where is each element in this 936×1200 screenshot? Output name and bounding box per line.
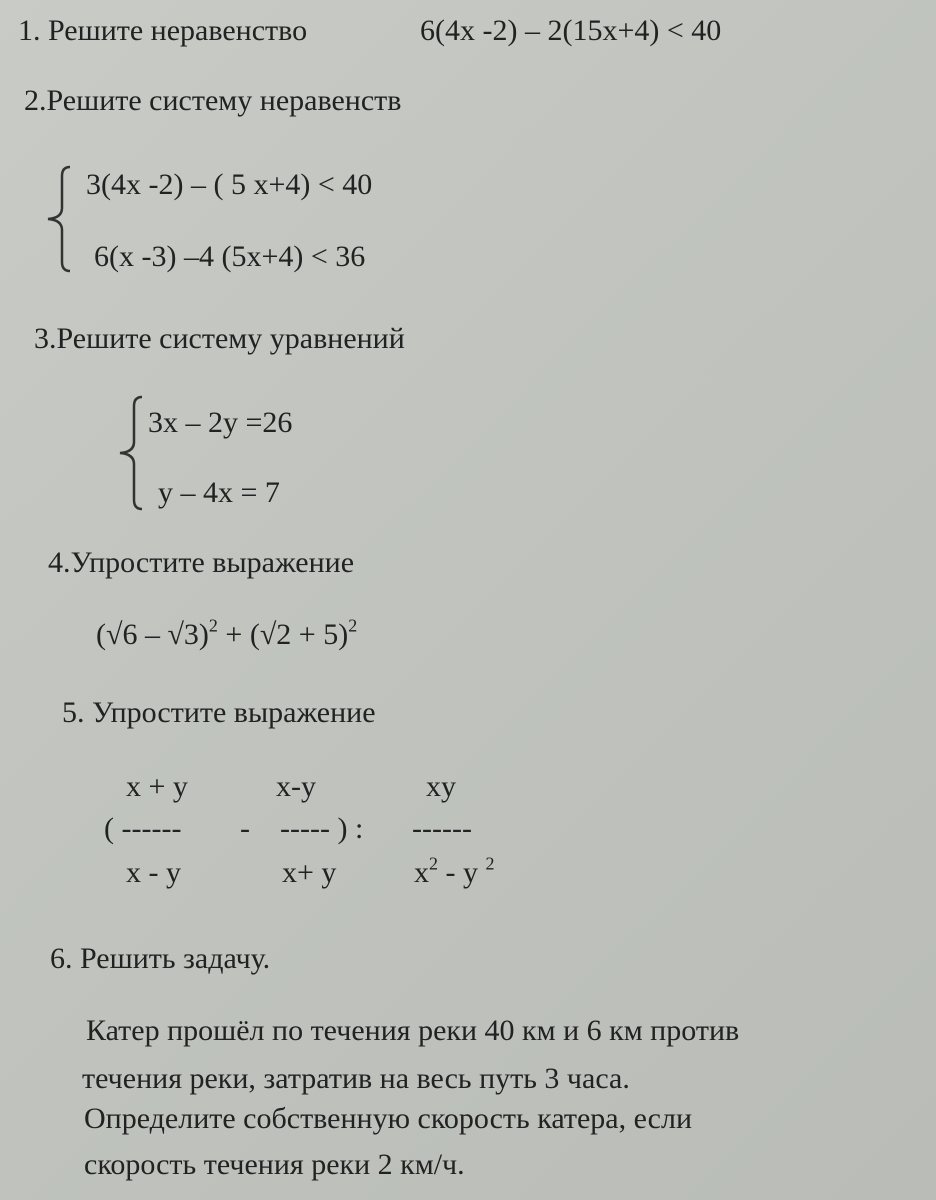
task2-title: 2.Решите систему неравенств xyxy=(24,84,402,117)
task5-fraction-line-2: ----- ) : xyxy=(280,812,364,845)
system-brace-3 xyxy=(112,394,148,512)
task5-denominator-2: x+ y xyxy=(282,856,337,889)
task5-den3-sup-b: 2 xyxy=(485,853,495,874)
task5-den3-a: x xyxy=(414,856,429,889)
task3-title: 3.Решите систему уравнений xyxy=(34,322,405,355)
task5-denominator-3 xyxy=(414,853,495,889)
task6-line-3: Определите собственную скорость катера, если xyxy=(84,1102,693,1135)
task5-title: 5. Упростите выражение xyxy=(62,696,376,729)
task5-den3-b: - y xyxy=(438,856,486,889)
task5-minus: - xyxy=(240,812,250,845)
task1-title: 1. Решите неравенство xyxy=(18,14,308,47)
task6-line-4: скорость течения реки 2 км/ч. xyxy=(84,1148,465,1181)
system-brace-2 xyxy=(40,164,76,274)
task6-title: 6. Решить задачу. xyxy=(50,942,271,975)
task6-line-2: течения реки, затратив на весь путь 3 часа. xyxy=(82,1062,630,1095)
task2-line1: 3(4x -2) – ( 5 x+4) < 40 xyxy=(86,168,373,201)
task4-sup-b: 2 xyxy=(348,615,358,636)
task4-expression xyxy=(96,615,358,651)
task4-expr-a: (√6 – √3) xyxy=(96,618,209,651)
task5-numerator-3: xy xyxy=(426,770,456,803)
task1-expression: 6(4x -2) – 2(15x+4) < 40 xyxy=(420,14,722,47)
task6-line-1: Катер прошёл по течения реки 40 км и 6 км против xyxy=(86,1014,740,1047)
task3-line2: y – 4x = 7 xyxy=(158,476,280,509)
task2-line2: 6(x -3) –4 (5x+4) < 36 xyxy=(94,240,366,273)
task4-title: 4.Упростите выражение xyxy=(48,546,355,579)
task3-line1: 3x – 2y =26 xyxy=(148,406,293,439)
task4-sup-a: 2 xyxy=(208,615,218,636)
task5-fraction-line-3: ------ xyxy=(412,812,472,845)
task5-open-paren-line: ( ------ xyxy=(104,812,182,845)
task5-numerator-2: x-y xyxy=(276,770,316,803)
task5-numerator-1: x + y xyxy=(126,770,188,803)
task5-denominator-1: x - y xyxy=(126,856,181,889)
task5-den3-sup-a: 2 xyxy=(429,853,438,874)
task4-expr-b: + (√2 + 5) xyxy=(217,618,349,651)
